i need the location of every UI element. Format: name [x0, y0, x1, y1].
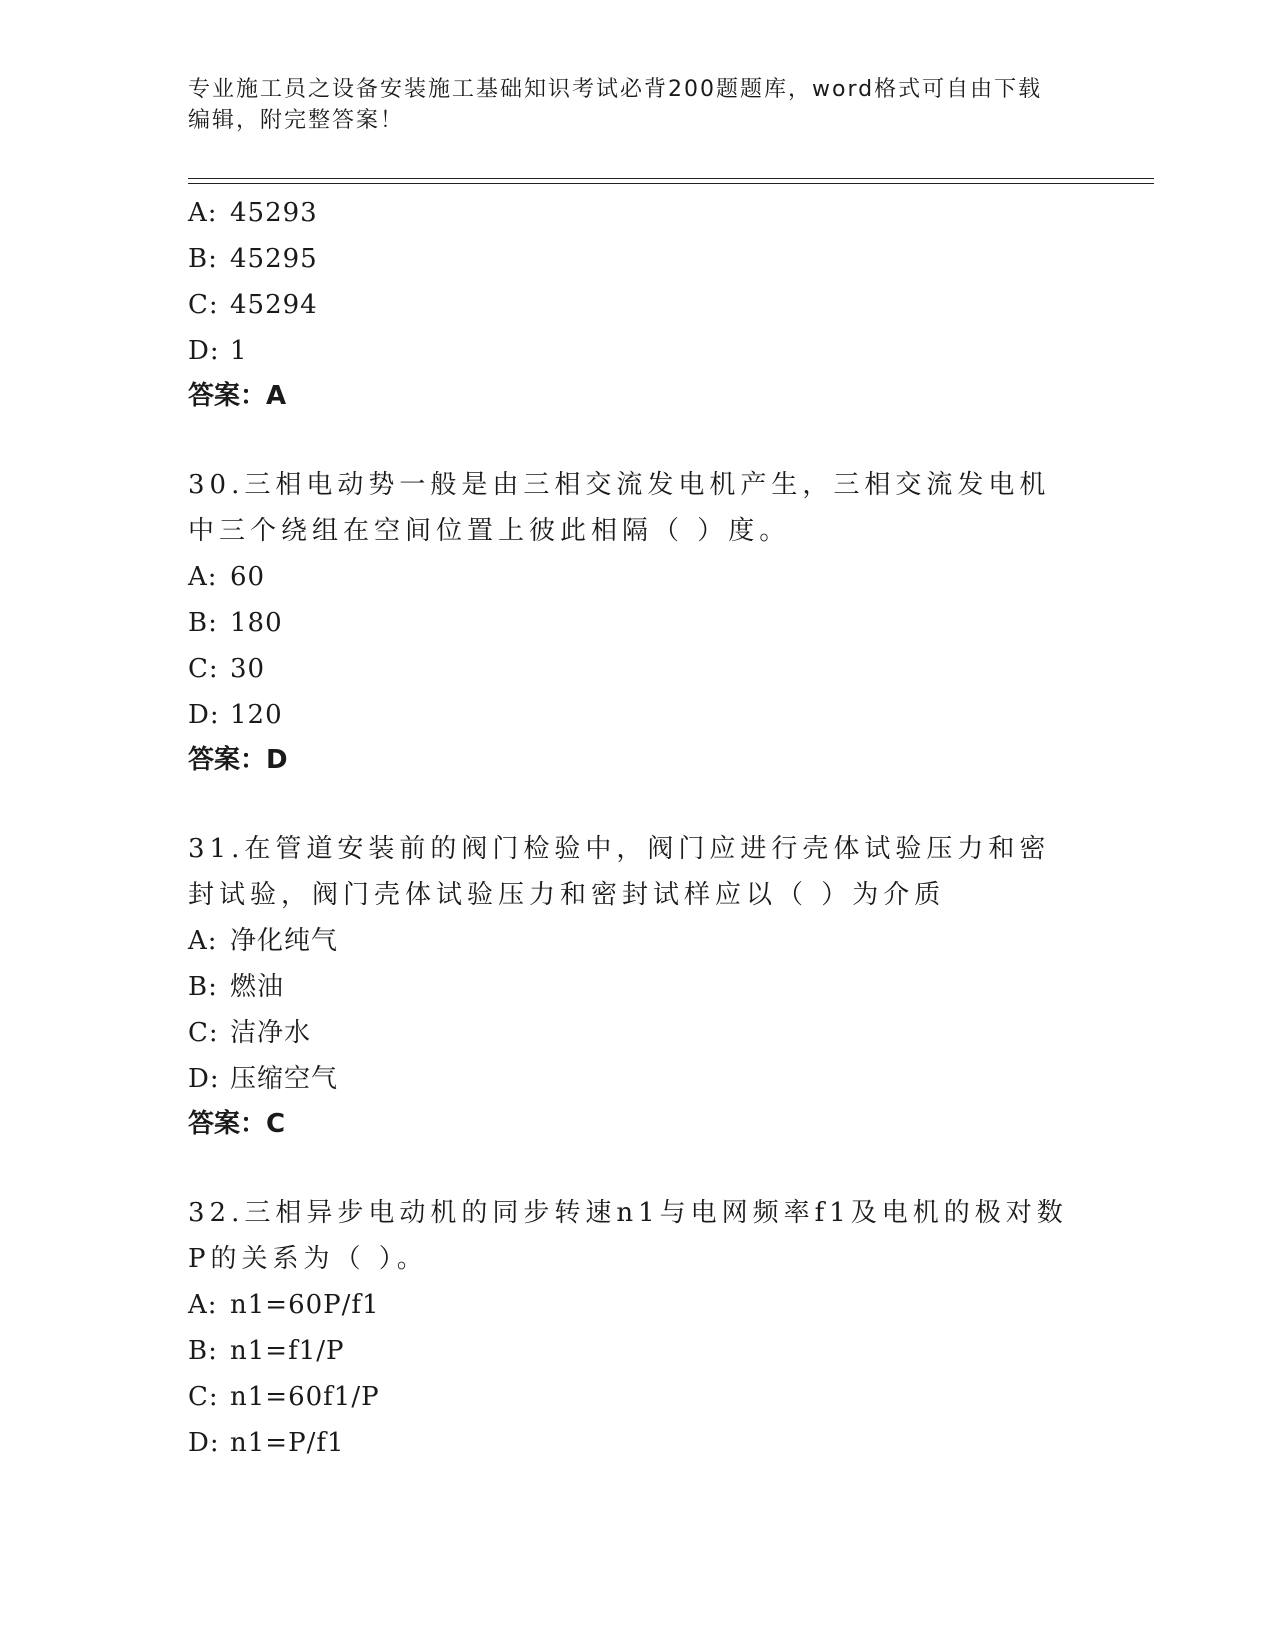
option-d: D: n1=P/f1 — [188, 1428, 345, 1458]
question-text: 32.三相异步电动机的同步转速n1与电网频率f1及电机的极对数P的关系为（ ）。 — [188, 1198, 1068, 1274]
header-line-2: 编辑，附完整答案！ — [188, 108, 405, 133]
option-b: B: 45295 — [188, 244, 318, 274]
question-text: 30.三相电动势一般是由三相交流发电机产生，三相交流发电机中三个绕组在空间位置上彼此相隔（ ）度。 — [188, 470, 1051, 546]
option-c: C: 洁净水 — [188, 1018, 312, 1048]
option-d: D: 压缩空气 — [188, 1064, 339, 1094]
option-d: D: 120 — [188, 700, 283, 730]
answer-line: 答案：C — [188, 1109, 286, 1139]
answer-line: 答案：D — [188, 745, 288, 775]
option-a: A: 60 — [188, 562, 266, 592]
option-d: D: 1 — [188, 336, 248, 366]
option-b: B: 燃油 — [188, 972, 285, 1002]
option-b: B: 180 — [188, 608, 283, 638]
option-a: A: n1=60P/f1 — [188, 1290, 380, 1320]
header-line-1: 专业施工员之设备安装施工基础知识考试必背200题题库，word格式可自由下载 — [188, 77, 1043, 102]
header-divider-top — [188, 178, 1154, 179]
question-block-31 — [188, 826, 1088, 1146]
header-divider-bottom — [188, 183, 1154, 184]
question-text: 31.在管道安装前的阀门检验中，阀门应进行壳体试验压力和密封试验，阀门壳体试验压力和密封试样应以（ ）为介质 — [188, 834, 1051, 910]
question-list — [188, 190, 1088, 1466]
option-c: C: n1=60f1/P — [188, 1382, 380, 1412]
option-b: B: n1=f1/P — [188, 1336, 345, 1366]
question-block-30 — [188, 462, 1088, 782]
document-header — [188, 74, 1088, 136]
question-block-32 — [188, 1190, 1088, 1466]
question-block-prev — [188, 190, 1088, 418]
answer-line: 答案：A — [188, 381, 287, 411]
option-a: A: 净化纯气 — [188, 926, 339, 956]
option-c: C: 45294 — [188, 290, 318, 320]
option-c: C: 30 — [188, 654, 266, 684]
option-a: A: 45293 — [188, 198, 318, 228]
